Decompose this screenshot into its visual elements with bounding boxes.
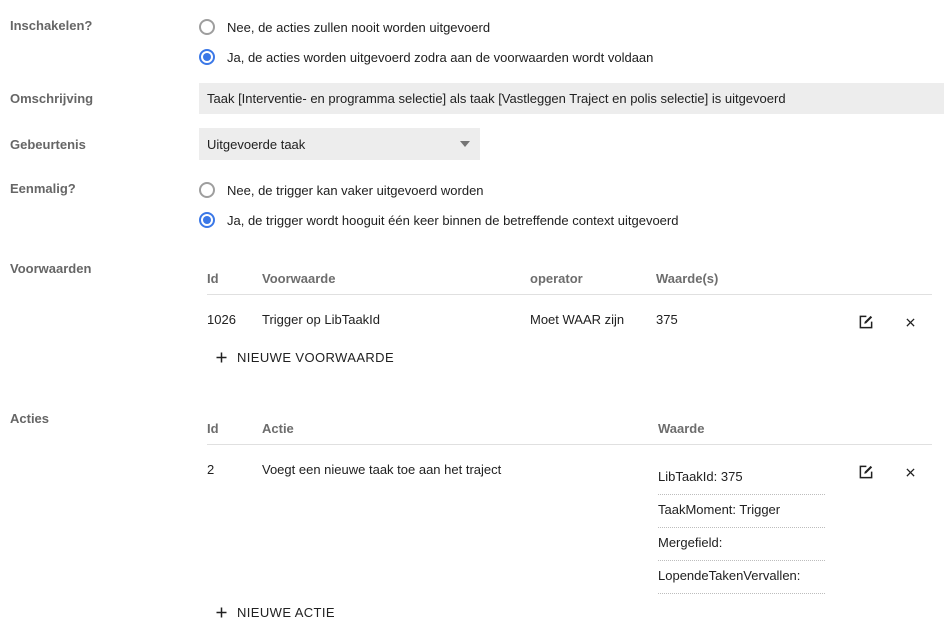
add-actie-button[interactable] [214, 605, 335, 620]
column-header-waardes: Waarde(s) [656, 271, 719, 286]
inschakelen-option-ja[interactable] [199, 42, 944, 72]
field-label-inschakelen: Inschakelen? [10, 18, 93, 33]
row-eenmalig [0, 175, 944, 235]
close-icon [904, 316, 917, 329]
radio-icon[interactable] [199, 49, 215, 65]
radio-label[interactable]: Nee, de trigger kan vaker uitgevoerd worden [227, 182, 484, 198]
column-header-actie: Actie [262, 421, 294, 436]
eenmalig-radio-group [199, 175, 944, 235]
gebeurtenis-select[interactable] [199, 128, 480, 160]
eenmalig-option-ja[interactable] [199, 205, 944, 235]
edit-actie-button[interactable] [844, 462, 888, 482]
list-item: LibTaakId: 375 [658, 462, 825, 495]
field-label-gebeurtenis: Gebeurtenis [10, 137, 86, 152]
add-voorwaarde-label: NIEUWE VOORWAARDE [237, 350, 395, 365]
field-label-acties: Acties [10, 411, 50, 426]
list-item: TaakMoment: Trigger [658, 495, 825, 528]
table-row [207, 295, 932, 332]
cell-operator: Moet WAAR zijn [530, 312, 625, 327]
delete-actie-button[interactable] [888, 462, 932, 482]
plus-icon [214, 605, 229, 620]
list-item: Mergefield: [658, 528, 825, 561]
delete-voorwaarde-button[interactable] [888, 312, 932, 332]
column-header-operator: operator [530, 271, 583, 286]
row-voorwaarden [0, 261, 944, 365]
row-acties [0, 411, 944, 620]
acties-table [199, 411, 944, 620]
radio-icon[interactable] [199, 19, 215, 35]
column-header-id: Id [207, 421, 219, 436]
chevron-down-icon [460, 141, 470, 147]
edit-voorwaarde-button[interactable] [844, 312, 888, 332]
acties-table-header [207, 411, 932, 445]
field-label-omschrijving: Omschrijving [10, 91, 94, 106]
omschrijving-input[interactable]: Taak [Interventie- en programma selectie] als taak [Vastleggen Traject en polis selectie] is uitgevoerd [199, 83, 944, 114]
add-actie-label: NIEUWE ACTIE [237, 605, 335, 620]
row-inschakelen [0, 12, 944, 72]
field-label-voorwaarden: Voorwaarden [10, 261, 92, 276]
row-omschrijving [0, 83, 944, 114]
column-header-voorwaarde: Voorwaarde [262, 271, 336, 286]
edit-icon [857, 313, 875, 331]
edit-icon [857, 463, 875, 481]
radio-label[interactable]: Ja, de acties worden uitgevoerd zodra aan de voorwaarden wordt voldaan [227, 49, 654, 65]
inschakelen-option-nee[interactable] [199, 12, 944, 42]
radio-icon[interactable] [199, 182, 215, 198]
eenmalig-option-nee[interactable] [199, 175, 944, 205]
cell-id: 1026 [207, 312, 236, 327]
close-icon [904, 466, 917, 479]
radio-label[interactable]: Ja, de trigger wordt hooguit één keer binnen de betreffende context uitgevoerd [227, 212, 679, 228]
inschakelen-radio-group [199, 12, 944, 72]
list-item: LopendeTakenVervallen: [658, 561, 825, 594]
cell-id: 2 [207, 462, 215, 477]
column-header-id: Id [207, 271, 219, 286]
add-voorwaarde-button[interactable] [214, 350, 394, 365]
voorwaarden-table-header [207, 261, 932, 295]
cell-actie: Voegt een nieuwe taak toe aan het traject [262, 462, 502, 477]
voorwaarden-table [199, 261, 944, 365]
plus-icon [214, 350, 229, 365]
cell-waarde: 375 [656, 312, 678, 327]
gebeurtenis-selected-value: Uitgevoerde taak [207, 136, 306, 152]
column-header-waarde: Waarde [658, 421, 705, 436]
cell-voorwaarde: Trigger op LibTaakId [262, 312, 381, 327]
table-row [207, 445, 932, 594]
radio-label[interactable]: Nee, de acties zullen nooit worden uitgevoerd [227, 19, 491, 35]
field-label-eenmalig: Eenmalig? [10, 181, 76, 196]
actie-waarde-list [658, 462, 825, 594]
row-gebeurtenis [0, 128, 944, 160]
radio-icon[interactable] [199, 212, 215, 228]
